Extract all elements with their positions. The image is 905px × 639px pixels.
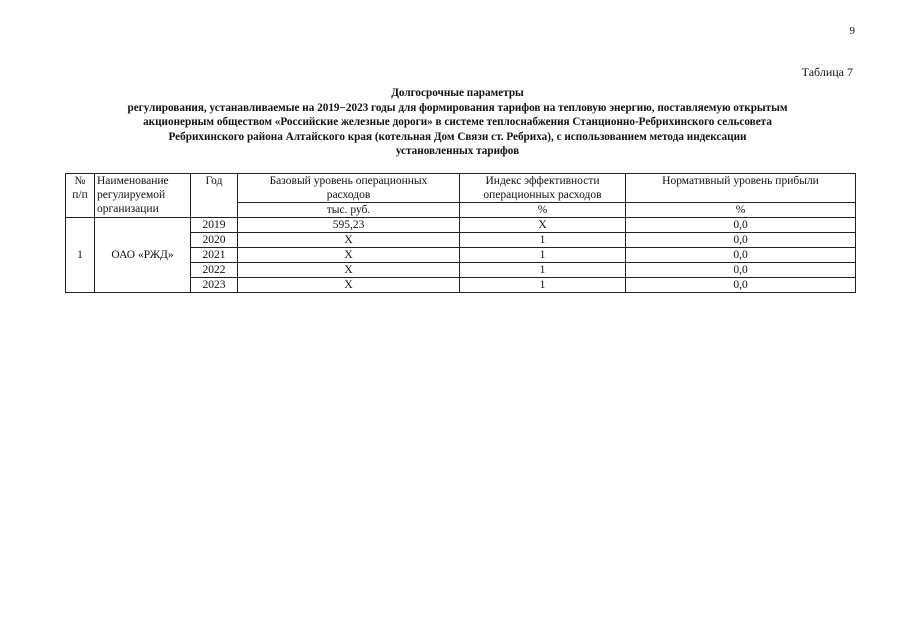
- efficiency-cell: 1: [460, 278, 626, 293]
- unit-efficiency: %: [460, 203, 626, 218]
- base-cost-cell: X: [238, 233, 460, 248]
- year-cell: 2019: [191, 218, 238, 233]
- profit-cell: 0,0: [626, 263, 856, 278]
- efficiency-cell: X: [460, 218, 626, 233]
- row-number: 1: [66, 218, 95, 293]
- title-line: установленных тарифов: [395, 145, 520, 158]
- base-cost-cell: X: [238, 263, 460, 278]
- table-caption: Таблица 7: [801, 65, 853, 79]
- organization-name: ОАО «РЖД»: [95, 218, 191, 293]
- base-cost-cell: X: [238, 278, 460, 293]
- efficiency-cell: 1: [460, 263, 626, 278]
- header-base-cost-line: Базовый уровень операционных: [269, 175, 428, 187]
- efficiency-cell: 1: [460, 233, 626, 248]
- profit-cell: 0,0: [626, 248, 856, 263]
- base-cost-cell: 595,23: [238, 218, 460, 233]
- year-cell: 2020: [191, 233, 238, 248]
- header-organization: [95, 174, 191, 218]
- header-profit: Нормативный уровень прибыли: [626, 174, 856, 203]
- title-line: Долгосрочные параметры: [391, 87, 524, 99]
- header-efficiency-line: Индекс эффективности: [485, 175, 600, 187]
- year-cell: 2023: [191, 278, 238, 293]
- profit-cell: 0,0: [626, 218, 856, 233]
- header-year: Год: [191, 174, 238, 218]
- document-title: [60, 86, 855, 159]
- year-cell: 2022: [191, 263, 238, 278]
- header-number-line: п/п: [72, 189, 88, 201]
- year-cell: 2021: [191, 248, 238, 263]
- header-efficiency-line: операционных расходов: [483, 189, 602, 201]
- header-base-cost-line: расходов: [326, 189, 371, 201]
- header-organization-line: регулируемой: [97, 189, 166, 201]
- title-line: регулирования, устанавливаемые на 2019−2023 годы для формирования тарифов на тепловую энергию, поставляемую открытым: [127, 101, 788, 114]
- title-line: акционерным обществом «Российские железные дороги» в системе теплоснабжения Станционно-Ребрихинского сельсовета: [143, 116, 772, 129]
- tariff-parameters-table: [65, 173, 856, 293]
- title-line: Ребрихинского района Алтайского края (котельная Дом Связи ст. Ребриха), с использованием метода индексации: [168, 130, 747, 143]
- header-efficiency: [460, 174, 626, 203]
- header-organization-line: организации: [97, 203, 159, 215]
- unit-profit: %: [626, 203, 856, 218]
- table-header-row: [66, 174, 856, 203]
- table-row: [66, 218, 856, 233]
- header-organization-line: Наименование: [97, 175, 169, 187]
- header-number-line: №: [74, 175, 86, 187]
- unit-base-cost: тыс. руб.: [238, 203, 460, 218]
- header-number: [66, 174, 95, 218]
- profit-cell: 0,0: [626, 278, 856, 293]
- page-number: 9: [849, 25, 855, 37]
- base-cost-cell: X: [238, 248, 460, 263]
- profit-cell: 0,0: [626, 233, 856, 248]
- header-base-cost: [238, 174, 460, 203]
- efficiency-cell: 1: [460, 248, 626, 263]
